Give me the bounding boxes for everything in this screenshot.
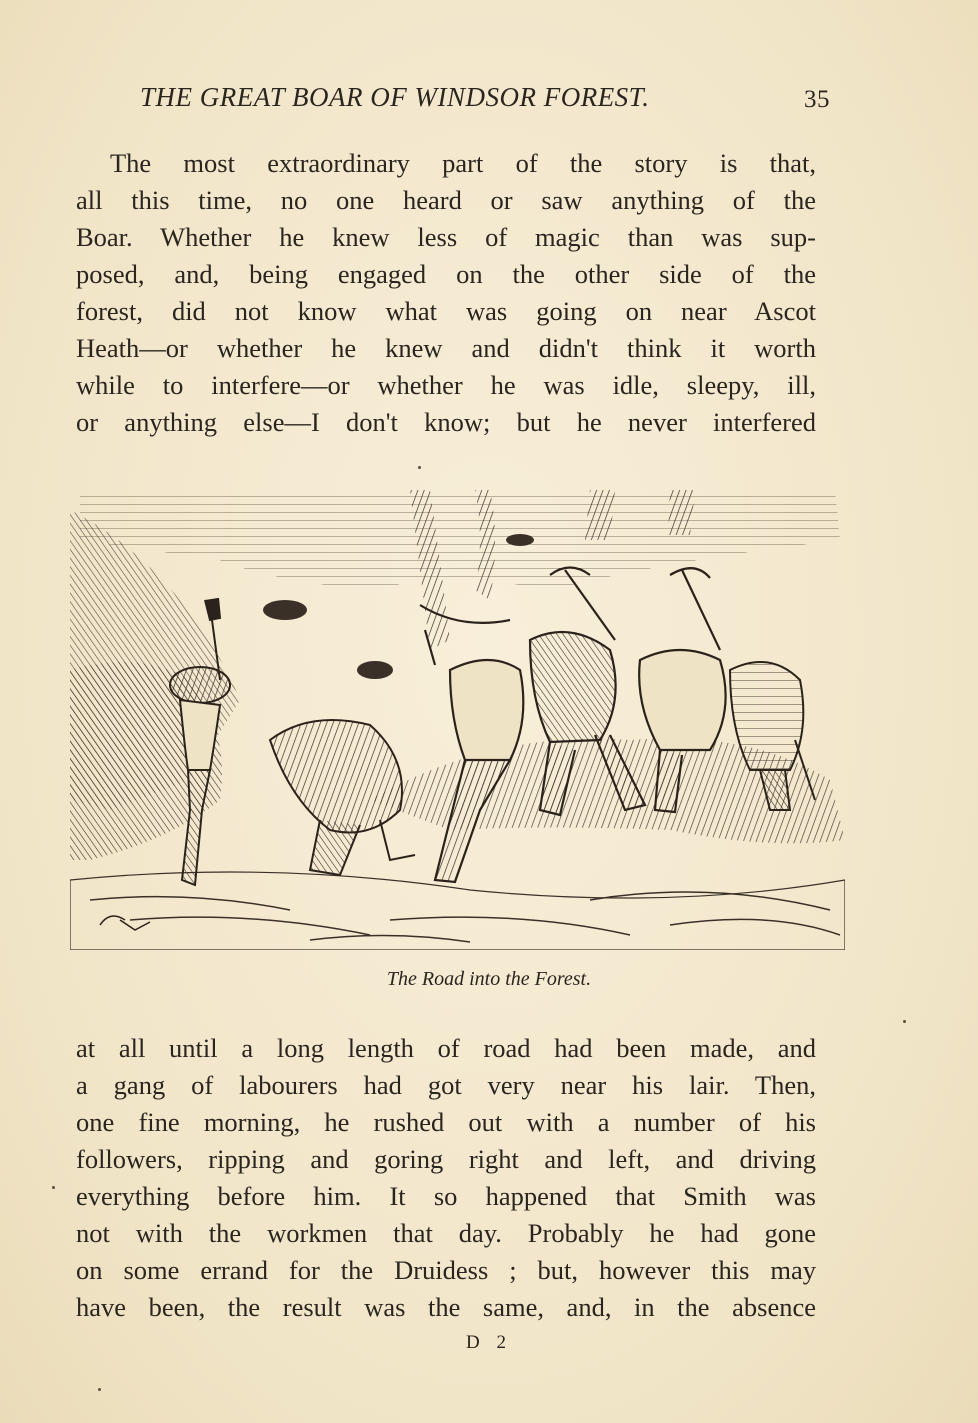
paper-speck [98,1388,101,1391]
text-line: The most extraordinary part of the story is that, [110,148,816,178]
text-line: a gang of labourers had got very near his lair. Then, [76,1070,816,1100]
paragraph-bottom [76,1030,816,1326]
text-line: followers, ripping and goring right and left, and driving [76,1144,816,1174]
paper-speck [903,1020,906,1023]
engraving-illustration [70,480,845,950]
text-line: everything before him. It so happened that Smith was [76,1181,816,1211]
paragraph-top [76,145,816,441]
text-line: one fine morning, he rushed out with a number of his [76,1107,816,1137]
text-line: or anything else—I don't know; but he never interfered [76,407,816,437]
text-line: on some errand for the Druidess ; but, however this may [76,1255,816,1285]
page-number: 35 [804,86,830,113]
text-line: Heath—or whether he knew and didn't think it worth [76,333,816,363]
running-header [140,82,830,113]
signature-mark: D 2 [466,1332,512,1353]
text-line: Boar. Whether he knew less of magic than was sup- [76,222,816,252]
text-line: not with the workmen that day. Probably he had gone [76,1218,816,1248]
text-line: have been, the result was the same, and, in the absence [76,1292,816,1322]
paper-speck [418,466,421,469]
caption-text: The Road into the Forest. [386,968,592,990]
paper-speck [52,1186,55,1189]
text-line: while to interfere—or whether he was idle, sleepy, ill, [76,370,816,400]
text-line: at all until a long length of road had been made, and [76,1033,816,1063]
text-line: forest, did not know what was going on near Ascot [76,296,816,326]
text-line: all this time, no one heard or saw anything of the [76,185,816,215]
running-title: THE GREAT BOAR OF WINDSOR FOREST. [140,82,650,112]
text-line: posed, and, being engaged on the other side of the [76,259,816,289]
illustration-caption [0,968,978,991]
